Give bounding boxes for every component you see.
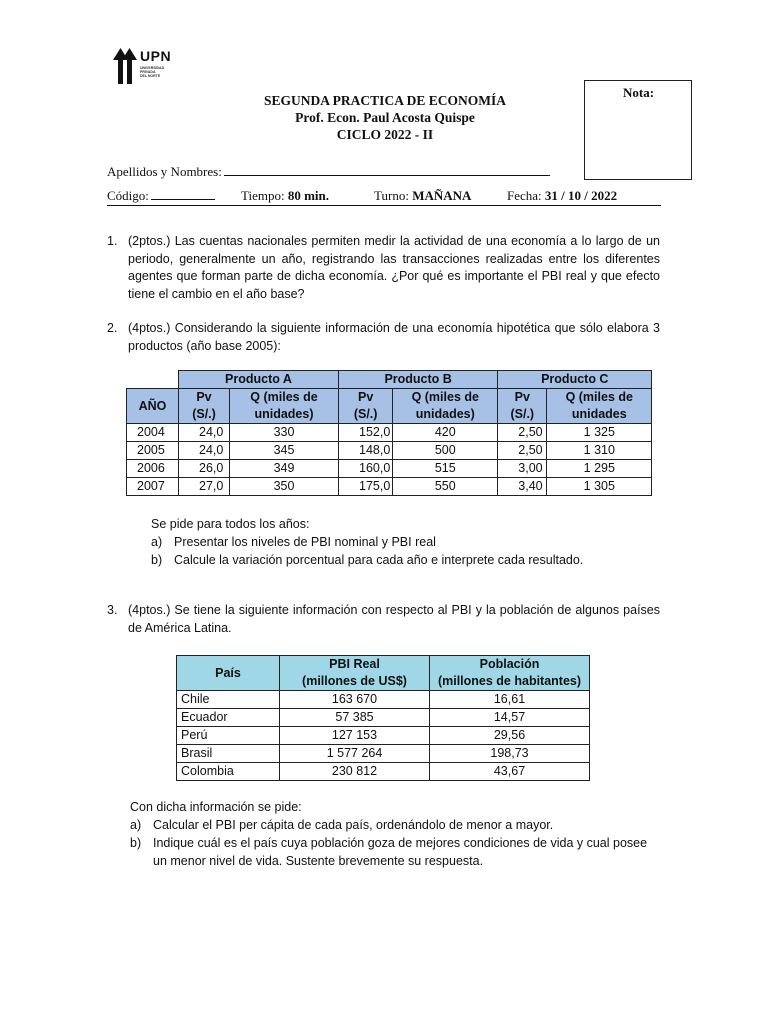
name-blank — [224, 165, 550, 176]
year-header: AÑO — [127, 389, 179, 424]
pv-header: Pv (S/.) — [179, 389, 230, 424]
grade-label: Nota: — [623, 85, 655, 100]
product-a-header: Producto A — [179, 371, 339, 389]
table-row: 2006 26,0 349 160,0 515 3,00 1 295 — [127, 460, 652, 478]
university-logo — [112, 46, 178, 90]
exam-header — [200, 92, 570, 143]
q-header: Q (miles de unidades) — [393, 389, 498, 424]
time-field: Tiempo: 80 min. — [241, 188, 330, 203]
name-row — [107, 164, 550, 180]
question-1-text: (2ptos.) Las cuentas nacionales permiten medir la actividad de una economía a lo largo de un periodo, generalmente un año, registrando las transacciones realizadas entre los diferentes agentes que forman parte de dicha economía. ¿Por qué es importante el PBI real y que efecto tiene el cambio en el año base? — [128, 234, 660, 301]
table-row: Perú 127 153 29,56 — [177, 727, 590, 745]
logo-text: UPN — [140, 48, 172, 64]
list-item: b) Indique cuál es el país cuya población goza de mejores condiciones de vida y cual posee un menor nivel de vida. Sustente brevemente su respuesta. — [130, 836, 648, 868]
pv-header: Pv (S/.) — [498, 389, 547, 424]
list-item: a) Presentar los niveles de PBI nominal y PBI real — [151, 535, 436, 549]
product-b-header: Producto B — [339, 371, 498, 389]
question-2-text: (4ptos.) Considerando la siguiente información de una economía hipotética que sólo elabora 3 productos (año base 2005): — [128, 321, 660, 353]
question-3-asks: Con dicha información se pide: a) Calcular el PBI per cápita de cada país, ordenándolo de menor a mayor. b) Indique cuál es el país cuya población goza de mejores condiciones de vida y cual posee un menor nivel de vida. Sustente brevemente su respuesta. — [130, 798, 660, 870]
table-row: Colombia 230 812 43,67 — [177, 763, 590, 781]
date-field: Fecha: 31 / 10 / 2022 — [507, 188, 618, 203]
question-3: 3. (4ptos.) Se tiene la siguiente información con respecto al PBI y la población de algunos países de América Latina. — [107, 602, 660, 637]
grade-box — [584, 80, 692, 180]
q-header: Q (miles de unidades — [547, 389, 652, 424]
code-blank — [151, 189, 215, 200]
question-2-asks: Se pide para todos los años: a) Presentar los niveles de PBI nominal y PBI real b) Calcule la variación porcentual para cada año e interprete cada resultado. — [151, 517, 584, 567]
exam-title: SEGUNDA PRACTICA DE ECONOMÍA — [264, 93, 506, 108]
table-row: Chile 163 670 16,61 — [177, 691, 590, 709]
question-3-text: (4ptos.) Se tiene la siguiente información con respecto al PBI y la población de algunos países de América Latina. — [128, 603, 660, 635]
code-field: Código: — [107, 188, 215, 204]
upn-arrow-icon — [112, 46, 138, 84]
question-2: 2. (4ptos.) Considerando la siguiente información de una economía hipotética que sólo elabora 3 productos (año base 2005): — [107, 320, 660, 355]
population-header: Población (millones de habitantes) — [430, 656, 590, 691]
pv-header: Pv (S/.) — [339, 389, 393, 424]
list-item: b) Calcule la variación porcentual para cada año e interprete cada resultado. — [151, 553, 584, 567]
table-row: Brasil 1 577 264 198,73 — [177, 745, 590, 763]
gdp-header: PBI Real (millones de US$) — [280, 656, 430, 691]
list-item: a) Calcular el PBI per cápita de cada país, ordenándolo de menor a mayor. — [130, 818, 554, 832]
countries-table — [176, 655, 590, 781]
table-row: Ecuador 57 385 14,57 — [177, 709, 590, 727]
professor-name: Prof. Econ. Paul Acosta Quispe — [295, 110, 475, 125]
logo-subtitle: UNIVERSIDAD PRIVADA DEL NORTE — [140, 66, 165, 78]
table-row: 2007 27,0 350 175,0 550 3,40 1 305 — [127, 478, 652, 496]
info-row — [107, 188, 661, 206]
table-row: 2005 24,0 345 148,0 500 2,50 1 310 — [127, 442, 652, 460]
table-row: 2004 24,0 330 152,0 420 2,50 1 325 — [127, 424, 652, 442]
turn-field: Turno: MAÑANA — [374, 188, 472, 203]
name-label: Apellidos y Nombres: — [107, 164, 222, 179]
cycle: CICLO 2022 - II — [336, 127, 434, 142]
country-header: País — [177, 656, 280, 691]
question-1: 1. (2ptos.) Las cuentas nacionales permiten medir la actividad de una economía a lo largo de un periodo, generalmente un año, registrando las transacciones realizadas entre los diferentes agentes que forman parte de dicha economía. ¿Por qué es importante el PBI real y que efecto tiene el cambio en el año base? — [107, 233, 660, 303]
product-c-header: Producto C — [498, 371, 652, 389]
q-header: Q (miles de unidades) — [230, 389, 339, 424]
products-table — [126, 370, 652, 496]
